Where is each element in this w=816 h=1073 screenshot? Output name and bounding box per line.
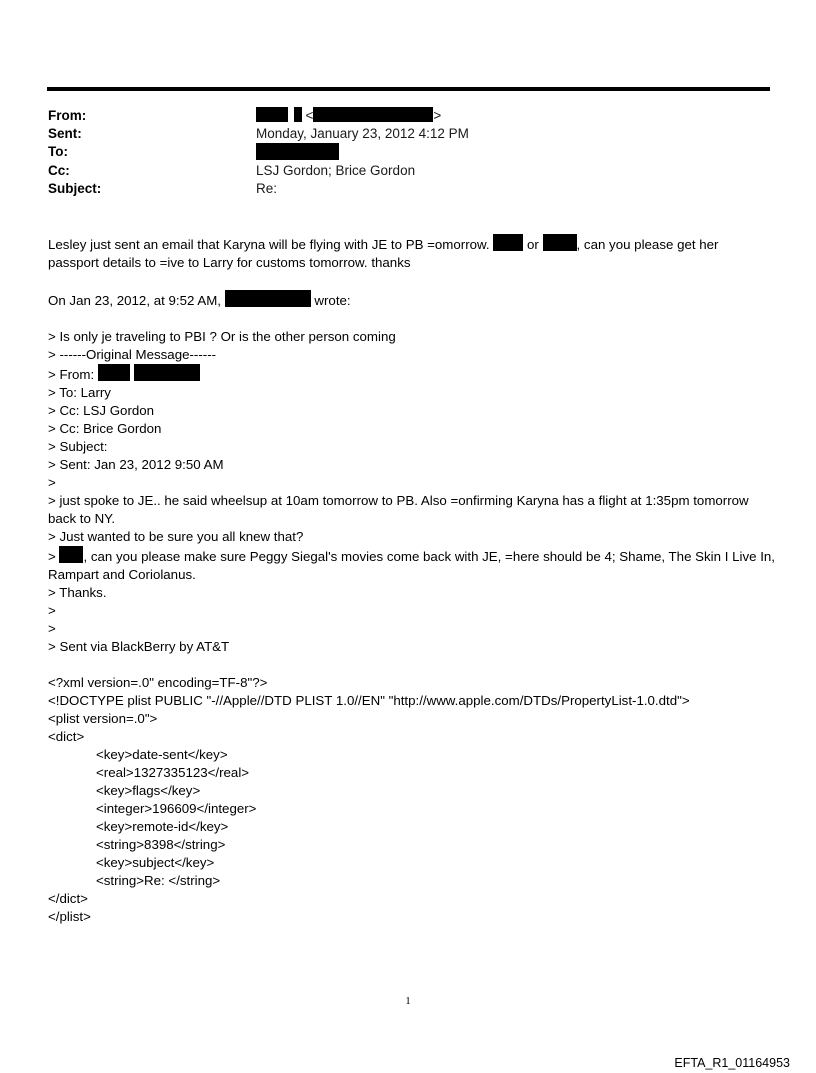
quoted-line: > Just wanted to be sure you all knew that? [48,529,304,544]
cc-label: Cc: [48,162,70,178]
xml-line: </dict> [48,891,88,906]
page-number: 1 [405,995,411,1007]
body-line: passport details to =ive to Larry for customs tomorrow. thanks [48,255,411,270]
quoted-line: > [48,603,56,618]
body-text: > From: [48,367,95,382]
redaction-block [225,290,311,307]
xml-line: <integer>196609</integer> [96,801,257,816]
quoted-line [48,364,778,384]
xml-line: <plist version=.0"> [48,711,158,726]
xml-line: <key>flags</key> [96,783,201,798]
body-text: , can you please get her [576,237,719,252]
quoted-line: > ------Original Message------ [48,347,217,362]
xml-line: <?xml version=.0" encoding=TF-8"?> [48,675,268,690]
email-body [48,234,778,926]
body-text: , can you please make sure Peggy Siegal's movies come back with JE, =here should be 4; Shame, The Skin I Live In, Rampart and Coriolanus. [48,549,775,582]
cc-value: LSJ Gordon; Brice Gordon [256,162,416,178]
blank-line [48,656,778,674]
from-label: From: [48,108,87,123]
body-text: On Jan 23, 2012, at 9:52 AM, [48,293,221,308]
to-label: To: [48,144,68,160]
blank-line [48,272,778,290]
xml-line: <string>8398</string> [96,837,226,852]
xml-line: <key>remote-id</key> [96,819,229,834]
header-rule [47,87,770,91]
sent-label: Sent: [48,126,82,142]
body-paragraph [48,234,778,254]
redaction-block [313,107,433,122]
quoted-line: > [48,621,56,636]
xml-line: <string>Re: </string> [96,873,221,888]
body-text: Lesley just sent an email that Karyna will be flying with JE to PB =omorrow. [48,237,490,252]
email-header [48,107,469,198]
from-value [256,107,441,125]
quoted-line: > Thanks. [48,585,107,600]
quoted-line: > Cc: Brice Gordon [48,421,162,436]
cc-row [48,162,469,180]
quoted-line: > just spoke to JE.. he said wheelsup at 10am tomorrow to PB. Also =onfirming Karyna has a flight at 1:35pm tomorrow back to NY. [48,493,749,526]
xml-line: <key>date-sent</key> [96,747,228,762]
from-close-bracket: > [433,108,442,123]
quoted-line: > Subject: [48,439,108,454]
quoted-line: > Sent: Jan 23, 2012 9:50 AM [48,457,224,472]
quoted-line: > [48,475,56,490]
body-text: wrote: [314,293,351,308]
redaction-block [493,234,523,251]
to-row [48,143,469,161]
to-value [256,143,339,161]
quoted-line: > Cc: LSJ Gordon [48,403,155,418]
xml-line: <dict> [48,729,85,744]
xml-line: <real>1327335123</real> [96,765,250,780]
subject-row [48,180,469,198]
xml-line: <key>subject</key> [96,855,215,870]
redaction-block [294,107,302,122]
redaction-block [543,234,577,251]
quoted-line: > Sent via BlackBerry by AT&T [48,639,230,654]
redaction-block [256,143,339,160]
redaction-block [256,107,288,122]
subject-value: Re: [256,180,278,196]
quoted-line: > To: Larry [48,385,111,400]
body-text: or [527,237,539,252]
quoted-line: > Is only je traveling to PBI ? Or is the other person coming [48,329,396,344]
from-open-bracket: < [305,108,314,123]
xml-line: <!DOCTYPE plist PUBLIC "-//Apple//DTD PLIST 1.0//EN" "http://www.apple.com/DTDs/PropertyList-1.0.dtd"> [48,693,690,708]
redaction-block [98,364,130,381]
redaction-block [59,546,83,563]
reply-intro [48,290,778,310]
quoted-line [48,546,778,584]
sent-row [48,125,469,143]
xml-line: </plist> [48,909,91,924]
from-row [48,107,469,125]
subject-label: Subject: [48,180,102,196]
document-id: EFTA_R1_01164953 [674,1056,790,1070]
sent-value: Monday, January 23, 2012 4:12 PM [256,126,469,142]
body-text: > [48,549,56,564]
blank-line [48,310,778,328]
redaction-block [134,364,200,381]
